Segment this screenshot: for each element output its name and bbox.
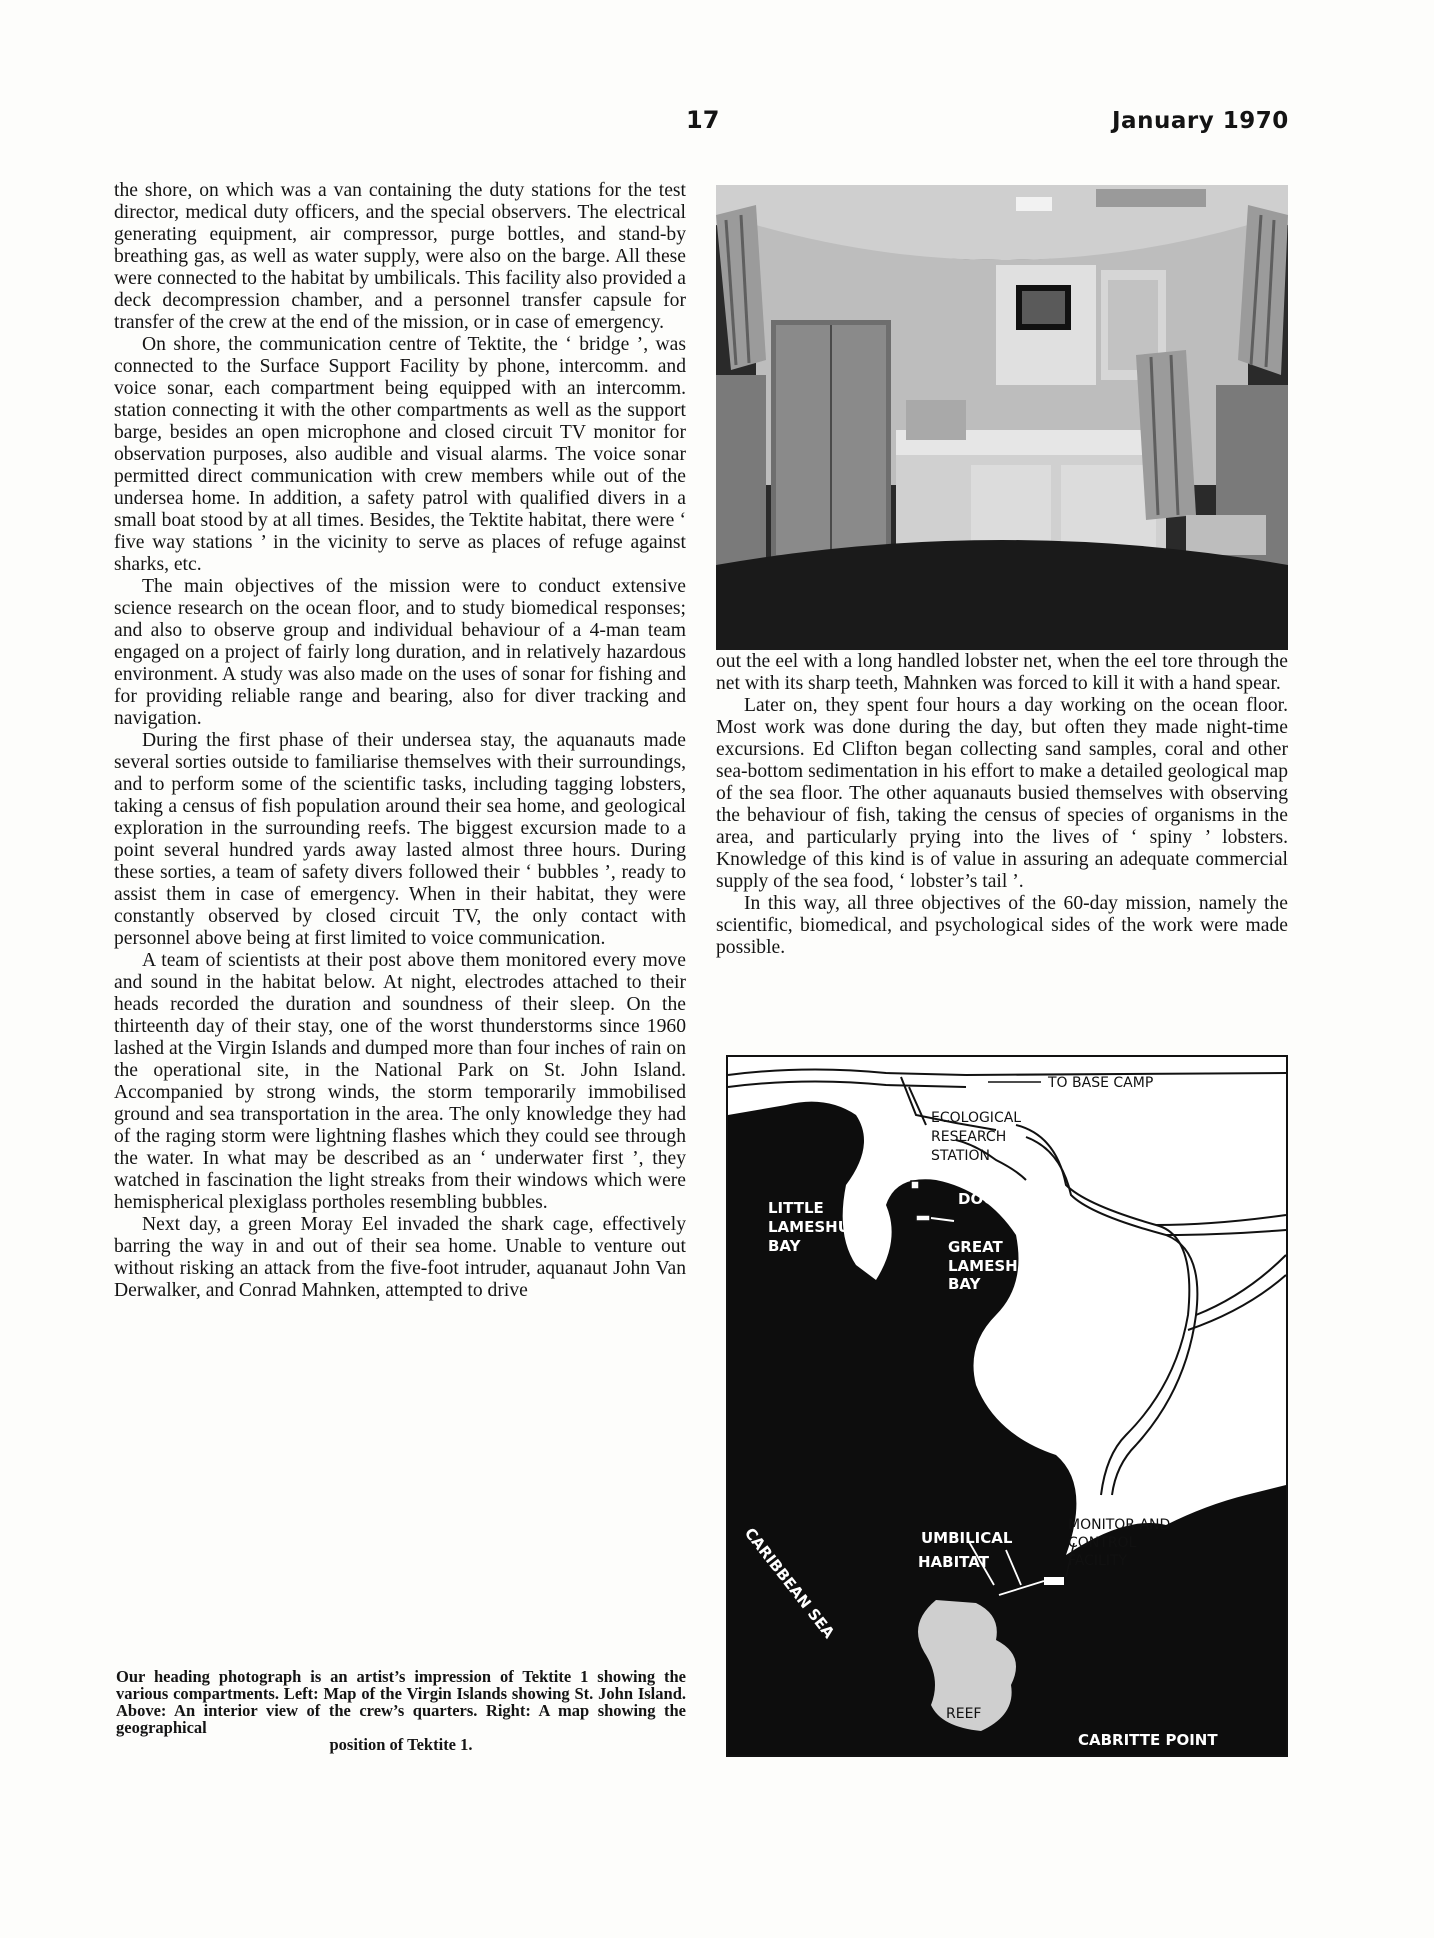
map-label-lameshur-right: LAMESHUR	[948, 1257, 1042, 1275]
paragraph: In this way, all three objectives of the 60-day mission, namely the scientific, biomedical, and psychological sides of the work were made possible.	[716, 893, 1288, 958]
paragraph: A team of scientists at their post above them monitored every move and sound in the habitat below. At night, electrodes attached to their heads recorded the duration and soundness of their sleep. On the thirteenth day of their stay, one of the worst thunderstorms since 1960 lashed at the Virgin Islands and dumped more than four inches of rain on the operational site, in the National Park on St. John Island. Accompanied by strong winds, the storm temporarily immobilised ground and sea transportation in the area. The only knowledge they had of the raging storm were lightning flashes which they could see through the water. In what may be described as an ‘ underwater first ’, they watched in fascination the light streaks from their windows which were hemispherical plexiglass portholes resembling bubbles.	[114, 950, 686, 1213]
caption-text: Our heading photograph is an artist’s impression of Tektite 1 showing the various compartments. Left: Map of the Virgin Islands showing St. John Island. Above: An interior view of the crew’s quarters. Right: A map showing the geographical	[116, 1667, 686, 1737]
page-number: 17	[686, 106, 720, 134]
map-label-umbilical: UMBILICAL	[921, 1529, 1013, 1547]
issue-date: January 1970	[1112, 108, 1289, 134]
map-label-control: CONTROL	[1068, 1535, 1137, 1551]
left-column	[114, 180, 686, 1302]
map-label-dock: DOCK	[958, 1190, 1006, 1208]
paragraph: out the eel with a long handled lobster net, when the eel tore through the net with its sharp teeth, Mahnken was forced to kill it with a hand spear.	[716, 651, 1288, 694]
site-map	[726, 1055, 1288, 1757]
map-label-bay-left: BAY	[768, 1237, 801, 1255]
map-label-facility: FACILITY	[1068, 1553, 1128, 1569]
map-label-habitat: HABITAT	[918, 1553, 989, 1571]
map-label-lameshur-left: LAMESHUR	[768, 1218, 862, 1236]
interior-photo	[716, 185, 1288, 650]
map-label-station: STATION	[931, 1148, 991, 1164]
paragraph: Next day, a green Moray Eel invaded the shark cage, effectively barring the way in and out of their sea home. Unable to venture out without risking an attack from the five-foot intruder, aquanaut John Van Derwalker, and Conrad Mahnken, attempted to drive	[114, 1214, 686, 1301]
map-label-ecological: ECOLOGICAL	[931, 1110, 1022, 1126]
map-label-little: LITTLE	[768, 1199, 824, 1217]
paragraph: The main objectives of the mission were to conduct extensive science research on the ocean floor, and to study biomedical responses; and also to observe group and individual behaviour of a 4-man team engaged on a project of fairly long duration, and in relatively hazardous environment. A study was also made on the uses of sonar for fishing and for providing reliable range and bearing, also for diver tracking and navigation.	[114, 576, 686, 729]
map-label-research: RESEARCH	[931, 1129, 1007, 1145]
map-label-reef: REEF	[946, 1706, 982, 1722]
paragraph: During the first phase of their undersea stay, the aquanauts made several sorties outside to familiarise themselves with their surroundings, and to perform some of the scientific tasks, including tagging lobsters, taking a census of fish population around their sea home, and geological exploration in the surrounding reefs. The biggest excursion made to a point several hundred yards away lasted almost three hours. During these sorties, a team of safety divers followed their ‘ bubbles ’, ready to assist them in case of emergency. When in their habitat, they were constantly observed by closed circuit TV, the only contact with personnel above being at first limited to voice communication.	[114, 730, 686, 949]
map-label-caribbean-sea: CARIBBEAN SEA	[740, 1524, 839, 1642]
paragraph: On shore, the communication centre of Tektite, the ‘ bridge ’, was connected to the Surface Support Facility by phone, intercomm. and voice sonar, each compartment being equipped with an intercomm. station connecting it with the other compartments as well as the support barge, besides an open microphone and closed circuit TV monitor for observation purposes, also audible and visual alarms. The voice sonar permitted direct communication with crew members while out of the undersea home. In addition, a safety patrol with qualified divers in a small boat stood by at all times. Besides, the Tektite habitat, there were ‘ five way stations ’ in the vicinity to serve as places of refuge against sharks, etc.	[114, 334, 686, 575]
right-column	[716, 651, 1288, 959]
paragraph: the shore, on which was a van containing the duty stations for the test director, medical duty officers, and the special observers. The electrical generating equipment, air compressor, purge bottles, and stand-by breathing gas, as well as water supply, were also on the barge. All these were connected to the habitat by umbilicals. This facility also provided a deck decompression chamber, and a personnel transfer capsule for transfer of the crew at the end of the mission, or in case of emergency.	[114, 180, 686, 333]
map-label-bay-right: BAY	[948, 1275, 981, 1293]
paragraph: Later on, they spent four hours a day working on the ocean floor. Most work was done during the day, but often they made night-time excursions. Ed Clifton began collecting sand samples, coral and other sea-bottom sedimentation in his effort to make a detailed geological map of the sea floor. The other aquanauts busied themselves with observing the behaviour of fish, taking the census of species of organisms in the area, and particularly prying into the lives of ‘ spiny ’ lobsters. Knowledge of this kind is of value in assuring an adequate commercial supply of the sea food, ‘ lobster’s tail ’.	[716, 695, 1288, 892]
map-label-monitor-and: MONITOR AND	[1068, 1517, 1171, 1533]
map-label-to-base-camp: TO BASE CAMP	[1048, 1075, 1154, 1091]
caption-last-line: position of Tektite 1.	[329, 1735, 473, 1754]
figure-caption	[116, 1668, 686, 1753]
map-label-cabritte-point: CABRITTE POINT	[1078, 1731, 1218, 1749]
map-label-great: GREAT	[948, 1238, 1003, 1256]
